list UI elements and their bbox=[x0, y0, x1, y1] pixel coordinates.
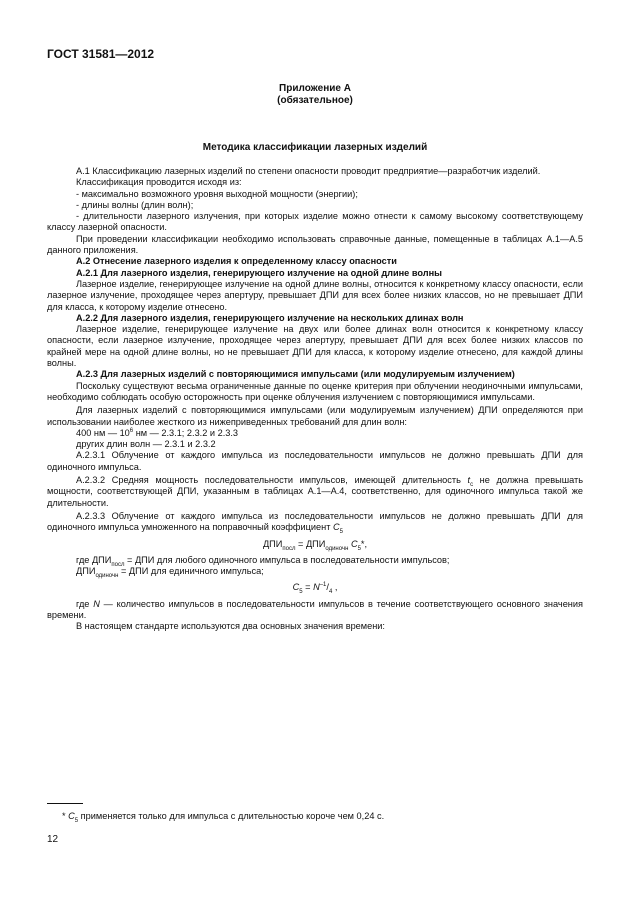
annex-heading bbox=[0, 83, 630, 107]
annex-status: (обязательное) bbox=[277, 95, 353, 106]
footnote-divider bbox=[47, 803, 83, 804]
formula-legend-3: где N — количество импульсов в последовательности импульсов в течение соответствующего основного значения времени. bbox=[47, 598, 583, 620]
document-body bbox=[47, 166, 583, 633]
section-heading-a23: А.2.3 Для лазерных изделий с повторяющимися импульсами (или модулируемым излучением) bbox=[76, 369, 515, 380]
list-item: - длительности лазерного излучения, при которых изделие можно отнести к самому высокому соответствующему классу лазерной опасности. bbox=[47, 211, 583, 233]
section-heading-a2: А.2 Отнесение лазерного изделия к определенному классу опасности bbox=[76, 256, 397, 267]
annex-title: Методика классификации лазерных изделий bbox=[202, 142, 428, 153]
paragraph-a1: А.1 Классификацию лазерных изделий по степени опасности проводит предприятие—разработчик изделий. bbox=[76, 166, 541, 176]
formula-dpi-sequence: $ДПИ_{посл} = ДПИ_{одиночн}$ $С_5*$, bbox=[262, 538, 368, 552]
paragraph-a231: А.2.3.1 Облучение от каждого импульса из последовательности импульсов не должно превышать ДПИ для одиночного импульса. bbox=[47, 450, 583, 472]
formula-legend-1: где $ДПИ_{посл}$ = ДПИ для любого одиночного импульса в последовательности импульсов; bbox=[76, 554, 450, 568]
paragraph-a21: Лазерное изделие, генерирующее излучение на одной длине волны, относится к конкретному классу опасности, если лазерное излучение, проходящее через апертуру, превышает ДПИ для всех более низких классов, но не превышает ДПИ для класса, к которому изделие отнесено. bbox=[47, 278, 583, 312]
page-number: 12 bbox=[47, 834, 59, 845]
paragraph-a23-intro: Поскольку существуют весьма ограниченные данные по оценке критерия при облучении неодиночными импульсами, необходимо соблюдать особую осторожность при оценке облучения излучением с повторяющимися импульсами. bbox=[47, 380, 583, 402]
paragraph-a23-requirements: Для лазерных изделий с повторяющимися импульсами (или модулируемым излучением) ДПИ определяются при использовании наиболее жесткого из нижеприведенных требований для длин волн: bbox=[47, 405, 583, 427]
footnote: * $С_5$ применяется только для импульса с длительностью короче чем 0,24 с. bbox=[62, 811, 385, 824]
annex-label: Приложение А bbox=[279, 83, 351, 94]
paragraph-classification: Классификация проводится исходя из: bbox=[76, 177, 242, 188]
paragraph-reference-tables: При проведении классификации необходимо использовать справочные данные, помещенные в таблицах А.1—А.5 данного приложения. bbox=[47, 233, 583, 256]
paragraph-a22: Лазерное изделие, генерирующее излучение на двух или более длинах волн относится к конкретному классу опасности, если лазерное излучение, проходящее через апертуру, превышает ДПИ для всех более низких классов по крайней мере на одной длине волны, но не превышает ДПИ для класса, к которому изделие отнесено, для каждой длины волны. bbox=[47, 324, 583, 369]
paragraph-a233: А.2.3.3 Облучение от каждого импульса из последовательности импульсов не должно превышать ДПИ для одиночного импульса умноженного на поправочный коэффициент $С_5$ bbox=[47, 510, 583, 536]
formula-c5: $С_5 = N^{-1}/_4$ , bbox=[292, 582, 338, 596]
section-heading-a21: А.2.1 Для лазерного изделия, генерирующего излучение на одной длине волны bbox=[76, 267, 442, 278]
wavelength-range-1: 400 нм — $10^6$ нм — 2.3.1; 2.3.2 и 2.3.3 bbox=[76, 427, 239, 438]
standard-header: ГОСТ 31581—2012 bbox=[47, 47, 155, 61]
paragraph-a232: А.2.3.2 Средняя мощность последовательности импульсов, имеющей длительность $t_c$ не должна превышать мощности, соответствующей ДПИ, указанным в таблицах А.1—А.4, соответственно, для одиночного импульса такой же длительности. bbox=[47, 475, 583, 508]
section-heading-a22: А.2.2 Для лазерного изделия, генерирующего излучение на нескольких длинах волн bbox=[76, 312, 464, 323]
list-item: - максимально возможного уровня выходной мощности (энергии); bbox=[76, 188, 358, 199]
wavelength-range-2: других длин волн — 2.3.1 и 2.3.2 bbox=[76, 439, 216, 450]
formula-legend-2: $ДПИ_{одиночн}$ = ДПИ для единичного импульса; bbox=[76, 566, 264, 579]
list-item: - длины волны (длин волн); bbox=[76, 199, 194, 210]
paragraph-time-values: В настоящем стандарте используются два основных значения времени: bbox=[76, 621, 385, 632]
